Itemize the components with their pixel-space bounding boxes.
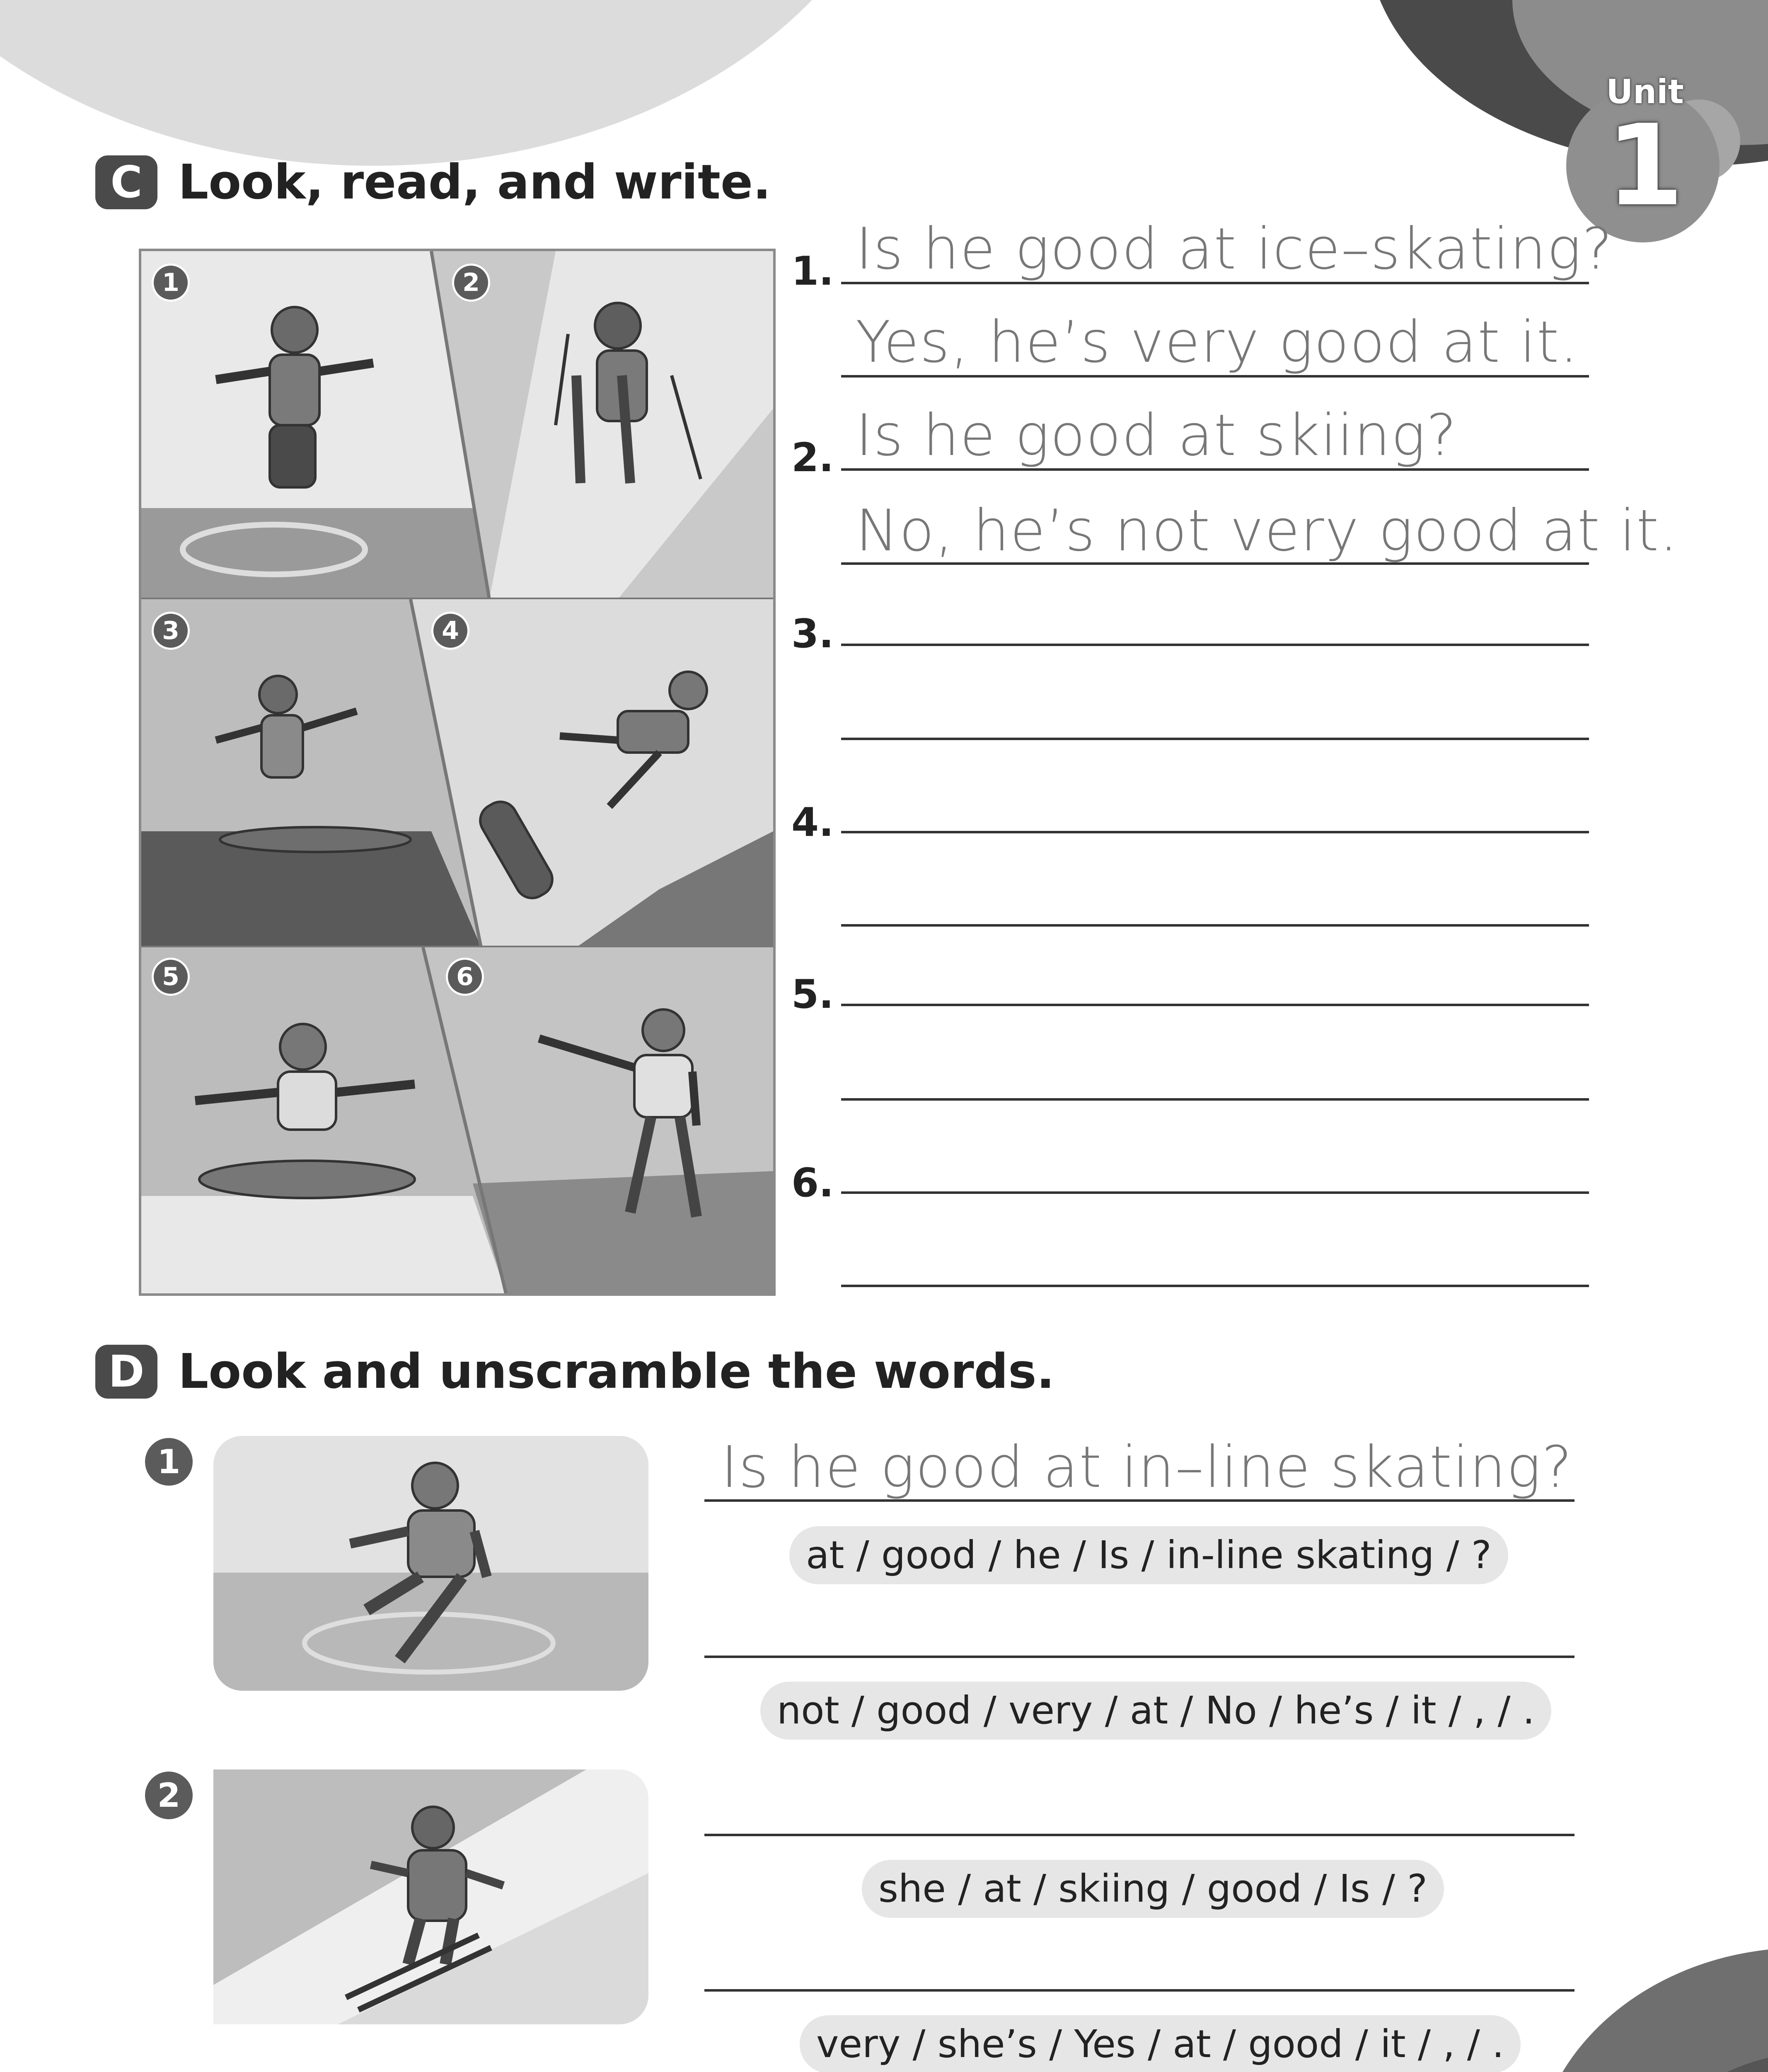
answer-line[interactable] — [841, 282, 1589, 284]
scramble-pill-1-question: at / good / he / Is / in-line skating / ? — [789, 1526, 1508, 1584]
answer-2-question: Is he good at skiing? — [856, 402, 1458, 469]
answer-number-3: 3. — [791, 611, 834, 657]
answer-line[interactable] — [841, 1285, 1589, 1287]
answer-line[interactable] — [841, 562, 1589, 565]
answer-line[interactable] — [841, 644, 1589, 646]
answer-number-4: 4. — [791, 800, 834, 845]
answer-number-2: 2. — [791, 435, 834, 481]
section-c-letter: C — [95, 155, 157, 209]
picture-number-6: 6 — [446, 958, 484, 996]
inline-skating-picture — [213, 1436, 648, 1691]
skiing-picture — [213, 1769, 648, 2024]
answer-line[interactable] — [704, 1499, 1575, 1502]
answer-line[interactable] — [841, 375, 1589, 378]
answer-line[interactable] — [841, 1191, 1589, 1194]
unit-label: Unit — [1606, 73, 1684, 111]
picture-number-4: 4 — [431, 612, 469, 650]
answer-1-answer: Yes, he’s very good at it. — [856, 309, 1579, 375]
decorative-shape-bottom-right — [1533, 1948, 1768, 2072]
decorative-shape-top — [0, 0, 912, 166]
picture-number-5: 5 — [152, 958, 190, 996]
answer-line[interactable] — [841, 738, 1589, 740]
picture-grid-art — [141, 251, 773, 1293]
answer-line[interactable] — [841, 924, 1589, 927]
picture-number-2: 2 — [452, 264, 490, 302]
answer-line[interactable] — [841, 1004, 1589, 1006]
answer-number-5: 5. — [791, 972, 834, 1017]
answer-number-6: 6. — [791, 1160, 834, 1206]
scramble-pill-2-answer: very / she’s / Yes / at / good / it / , / . — [800, 2015, 1521, 2072]
section-d-title: Look and unscramble the words. — [178, 1344, 1055, 1399]
answer-line[interactable] — [841, 468, 1589, 471]
section-d-letter: D — [95, 1345, 157, 1399]
picture-number-1: 1 — [152, 264, 190, 302]
section-c-title: Look, read, and write. — [178, 155, 771, 210]
answer-line[interactable] — [704, 1989, 1575, 1992]
example-answer: Is he good at in–line skating? — [721, 1434, 1573, 1501]
inline-skating-art — [213, 1436, 648, 1691]
scramble-pill-1-answer: not / good / very / at / No / he’s / it / , / . — [760, 1682, 1551, 1740]
answer-number-1: 1. — [791, 249, 834, 294]
unit-number: 1 — [1606, 100, 1684, 231]
picture-number-3: 3 — [152, 612, 190, 650]
answer-line[interactable] — [704, 1656, 1575, 1658]
picture-grid — [139, 249, 776, 1296]
item-number-1: 1 — [145, 1438, 193, 1486]
scramble-pill-2-question: she / at / skiing / good / Is / ? — [862, 1860, 1444, 1918]
item-number-2: 2 — [145, 1772, 193, 1819]
answer-line[interactable] — [704, 1834, 1575, 1836]
skiing-art — [213, 1769, 648, 2024]
answer-line[interactable] — [841, 1098, 1589, 1101]
answer-line[interactable] — [841, 831, 1589, 833]
answer-2-answer: No, he’s not very good at it. — [856, 497, 1679, 564]
answer-1-question: Is he good at ice–skating? — [856, 215, 1613, 282]
